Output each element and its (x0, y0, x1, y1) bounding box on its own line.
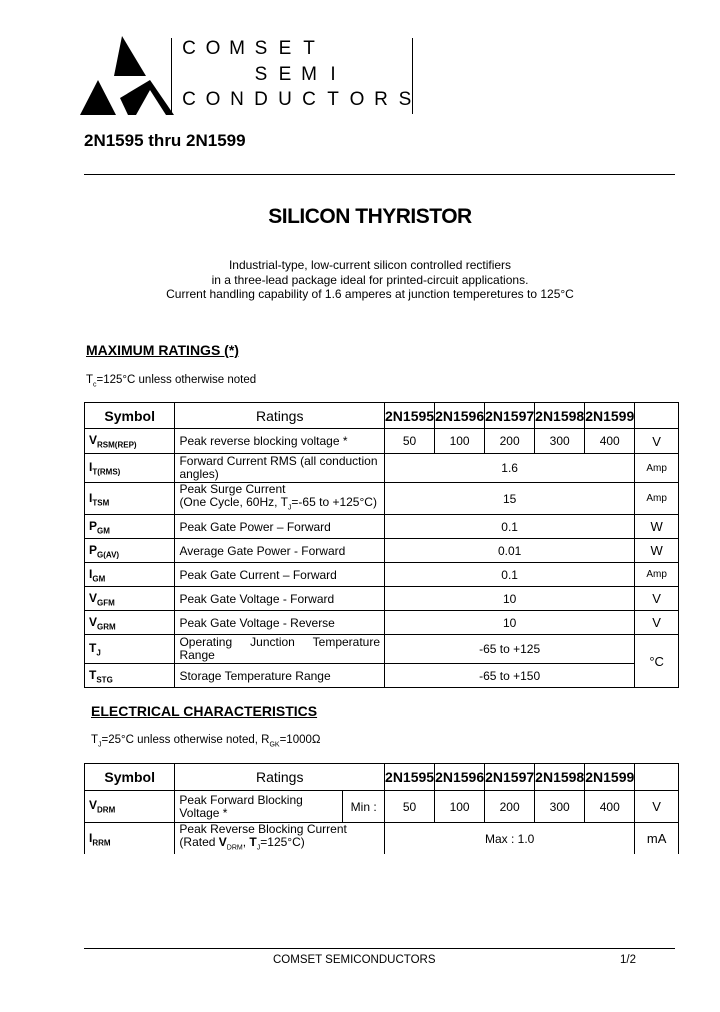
table-row: $I_{RRM}$ Peak Reverse Blocking Current (Rated $V_{DRM}$, $T_J=125^\circ C$) Max : 1.0 mA (85, 823, 679, 855)
table-row: $V_{RSM(REP)}$ Peak reverse blocking voltage * 50 100 200 300 400 V (85, 429, 679, 454)
rating-desc: Operating Junction Temperature Range (175, 635, 385, 664)
rating-value: 200 (485, 791, 535, 823)
rating-unit: Amp (635, 563, 679, 587)
rating-value: -65 to +150 (385, 664, 635, 688)
rating-desc: Peak Surge Current (One Cycle, 60Hz, $T_J=-65$ to +125°C) (175, 483, 385, 515)
col-part: 2N1595 (385, 403, 435, 429)
rating-value: 0.1 (385, 515, 635, 539)
max-ratings-table (84, 402, 679, 688)
rating-value: -65 to +125 (385, 635, 635, 664)
electrical-note: $T_J=25^\circ C$ unless otherwise noted, $R_{GK}=1000\Omega$ (91, 734, 321, 749)
rating-value: 300 (535, 429, 585, 454)
table-row: $T_J$ Operating Junction Temperature Range -65 to +125 °C (85, 635, 679, 664)
rating-value: 10 (385, 587, 635, 611)
rating-desc: Peak Forward Blocking Voltage * (175, 791, 343, 823)
rating-desc: Peak Reverse Blocking Current (Rated $V_{DRM}$, $T_J=125^\circ C$) (175, 823, 385, 855)
rating-value: 400 (585, 429, 635, 454)
rating-value: 0.1 (385, 563, 635, 587)
rating-desc: Forward Current RMS (all conduction angles) (175, 454, 385, 483)
rating-desc: Peak reverse blocking voltage * (175, 429, 385, 454)
part-title: 2N1595 thru 2N1599 (84, 131, 246, 150)
col-symbol: Symbol (85, 764, 175, 791)
rating-unit: W (635, 515, 679, 539)
logo-row-comset: C O M S E T (182, 38, 315, 59)
rating-value: 100 (435, 791, 485, 823)
intro-line: Industrial-type, low-current silicon controlled rectifiers (228, 258, 512, 272)
table-row: $V_{DRM}$ Peak Forward Blocking Voltage * Min : 50 100 200 300 400 V (85, 791, 679, 823)
rating-value: 200 (485, 429, 535, 454)
header-divider (84, 174, 675, 175)
rating-desc: Peak Gate Voltage - Forward (175, 587, 385, 611)
intro-line: in a three-lead package ideal for printed-circuit applications. (211, 272, 529, 287)
logo-rule (171, 38, 172, 114)
col-part: 2N1597 (485, 764, 535, 791)
min-label: Min : (343, 791, 385, 823)
rating-unit: °C (635, 635, 679, 688)
col-part: 2N1598 (535, 403, 585, 429)
footer-divider (84, 948, 675, 949)
col-part: 2N1597 (485, 403, 535, 429)
col-ratings: Ratings (175, 403, 385, 429)
col-part: 2N1599 (585, 764, 635, 791)
page-number: 1/2 (620, 954, 636, 966)
rating-desc: Peak Gate Voltage - Reverse (175, 611, 385, 635)
rating-unit: mA (635, 823, 679, 855)
col-ratings: Ratings (175, 764, 385, 791)
table-row: $T_{STG}$ Storage Temperature Range -65 to +150 (85, 664, 679, 688)
rating-value: 400 (585, 791, 635, 823)
table-header-row (85, 764, 679, 791)
table-row: $I_{TSM}$ Peak Surge Current (One Cycle, 60Hz, $T_J=-65$ to +125°C) 15 Amp (85, 483, 679, 515)
rating-value: Max : 1.0 (385, 823, 635, 855)
table-row: $I_{GM}$ Peak Gate Current – Forward 0.1 Amp (85, 563, 679, 587)
rating-value: 50 (385, 791, 435, 823)
intro-text (0, 258, 720, 302)
rating-unit: V (635, 611, 679, 635)
rating-desc: Storage Temperature Range (175, 664, 385, 688)
col-part: 2N1595 (385, 764, 435, 791)
rating-unit: V (635, 791, 679, 823)
rating-value: 10 (385, 611, 635, 635)
intro-line: Current handling capability of 1.6 amperes at junction temperetures to 125°C (166, 287, 574, 301)
col-part: 2N1596 (435, 764, 485, 791)
table-row: $V_{GRM}$ Peak Gate Voltage - Reverse 10 V (85, 611, 679, 635)
footer-company: COMSET SEMICONDUCTORS (273, 954, 436, 966)
comset-logo-triangles-icon (80, 36, 176, 116)
rating-value: 50 (385, 429, 435, 454)
col-part: 2N1599 (585, 403, 635, 429)
rating-value: 100 (435, 429, 485, 454)
rating-value: 300 (535, 791, 585, 823)
rating-value: 0.01 (385, 539, 635, 563)
rating-unit: V (635, 587, 679, 611)
main-title: SILICON THYRISTOR (268, 205, 472, 228)
table-row: $P_{G(AV)}$ Average Gate Power - Forward 0.01 W (85, 539, 679, 563)
logo-row-conductors: C O N D U C T O R S (182, 89, 412, 110)
col-symbol: Symbol (85, 403, 175, 429)
electrical-heading: ELECTRICAL CHARACTERISTICS (91, 703, 318, 719)
rating-unit: Amp (635, 483, 679, 515)
max-ratings-heading: MAXIMUM RATINGS (*) (86, 342, 239, 358)
rating-unit: V (635, 429, 679, 454)
electrical-table (84, 763, 679, 854)
max-ratings-note: $T_c=125^\circ C$ unless otherwise noted (86, 374, 257, 389)
rating-desc: Peak Gate Power – Forward (175, 515, 385, 539)
rating-desc: Peak Gate Current – Forward (175, 563, 385, 587)
table-row: $P_{GM}$ Peak Gate Power – Forward 0.1 W (85, 515, 679, 539)
rating-desc: Average Gate Power - Forward (175, 539, 385, 563)
table-row: $V_{GFM}$ Peak Gate Voltage - Forward 10 V (85, 587, 679, 611)
col-part: 2N1598 (535, 764, 585, 791)
rating-unit: W (635, 539, 679, 563)
col-part: 2N1596 (435, 403, 485, 429)
logo-row-semi: S E M I (254, 64, 336, 85)
table-row: $I_{T(RMS)}$ Forward Current RMS (all conduction angles) 1.6 Amp (85, 454, 679, 483)
rating-unit: Amp (635, 454, 679, 483)
rating-value: 15 (385, 483, 635, 515)
rating-value: 1.6 (385, 454, 635, 483)
table-header-row (85, 403, 679, 429)
